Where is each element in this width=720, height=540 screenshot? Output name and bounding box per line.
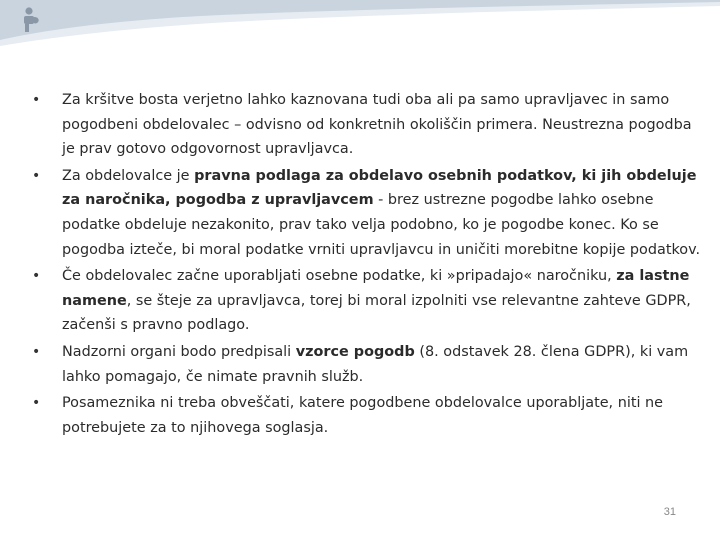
bullet-text-bold: za lastne namene bbox=[62, 268, 690, 309]
bullet-list bbox=[32, 88, 702, 440]
bullet-item bbox=[32, 164, 702, 262]
bullet-text-bold: vzorce pogodb bbox=[295, 343, 415, 360]
person-figure-icon bbox=[20, 6, 44, 34]
bullet-text: , se šteje za upravljavca, torej bi moral izpolniti vse relevantne zahteve GDPR, začenši s pravno podlago. bbox=[62, 292, 691, 334]
bullet-dot: • bbox=[32, 343, 41, 360]
bullet-dot: • bbox=[32, 395, 41, 412]
bullet-item bbox=[32, 391, 702, 440]
bullet-item bbox=[32, 340, 702, 389]
header-band bbox=[0, 0, 720, 50]
bullet-text: Nadzorni organi bodo predpisali bbox=[62, 343, 296, 360]
bullet-text-bold: pravna podlaga za obdelavo osebnih podatkov, ki jih obdeluje za naročnika, pogodba z upravljavcem bbox=[62, 167, 697, 209]
bullet-text: - brez ustrezne pogodbe lahko osebne podatke obdeluje nezakonito, prav tako velja podobno, ko je pogodbe konec. Ko se pogodba izteče, bi moral podatke vrniti upravljavcu in uničiti morebitne kopije podatkov. bbox=[62, 192, 701, 258]
bullet-text: Posameznika ni treba obveščati, katere pogodbene obdelovalce uporabljate, niti ne potrebujete za to njihovega soglasja. bbox=[62, 395, 664, 436]
page-number: 31 bbox=[663, 506, 676, 518]
bullet-text: (8. odstavek 28. člena GDPR), ki vam lahko pomagajo, če nimate pravnih služb. bbox=[62, 343, 689, 385]
bullet-dot: • bbox=[32, 268, 41, 285]
header-wave bbox=[0, 0, 720, 50]
bullet-text: Za obdelovalce je bbox=[62, 167, 195, 184]
bullet-dot: • bbox=[32, 92, 41, 108]
bullet-text: Za kršitve bosta verjetno lahko kaznovana tudi oba ali pa samo upravljavec in samo pogodbeni obdelovalec – odvisno od konkretnih okoliščin primera. Neustrezna pogodba je prav gotovo odgovornost upravljavca. bbox=[62, 92, 692, 158]
slide-content bbox=[32, 88, 702, 442]
bullet-item bbox=[32, 88, 702, 162]
bullet-item bbox=[32, 264, 702, 338]
bullet-text: Če obdelovalec začne uporabljati osebne podatke, ki »pripadajo« naročniku, bbox=[62, 268, 617, 285]
bullet-dot: • bbox=[32, 167, 41, 184]
